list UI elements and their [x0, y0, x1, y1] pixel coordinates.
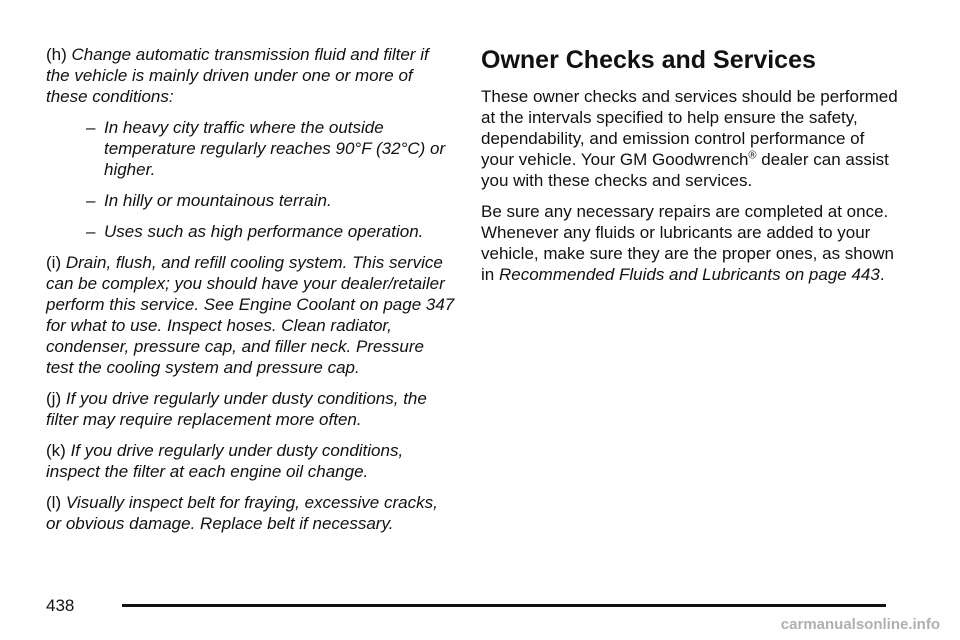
- item-h: [46, 44, 456, 107]
- watermark: carmanualsonline.info: [780, 616, 940, 633]
- condition-text: Uses such as high performance operation.: [104, 222, 424, 241]
- item-j: [46, 388, 456, 430]
- item-l-label: (l): [46, 493, 62, 512]
- condition-text: In hilly or mountainous terrain.: [104, 191, 332, 210]
- item-i-text: Drain, flush, and refill cooling system. This service can be complex; you should have your dealer/retailer perform this service. See Engine Coolant on page 347 for what to use. Inspect hoses. Clean radiator, condenser, pressure cap, and filler neck. Pressure test the cooling system and pressure cap.: [46, 253, 455, 377]
- left-column: [46, 44, 456, 544]
- cross-reference-link[interactable]: Recommended Fluids and Lubricants on page 443: [498, 265, 880, 284]
- owner-checks-paragraph: [481, 86, 901, 191]
- condition-text: In heavy city traffic where the outside temperature regularly reaches 90°F (32°C) or higher.: [104, 118, 446, 179]
- item-j-label: (j): [46, 389, 62, 408]
- dash-bullet: –: [86, 191, 96, 210]
- registered-mark: ®: [748, 149, 757, 162]
- repairs-paragraph: [481, 201, 901, 285]
- paragraph-text: .: [879, 265, 885, 284]
- page-number: 438: [46, 596, 75, 615]
- condition-item: [86, 190, 456, 211]
- condition-item: [86, 221, 456, 242]
- dash-bullet: –: [86, 118, 96, 137]
- item-l: [46, 492, 456, 534]
- dash-bullet: –: [86, 222, 96, 241]
- item-l-text: Visually inspect belt for fraying, excessive cracks, or obvious damage. Replace belt if necessary.: [46, 493, 438, 533]
- item-i-label: (i): [46, 253, 62, 272]
- paragraph-text: These owner checks and services should be performed at the intervals specified to help ensure the safety, dependability, and emission control performance of your vehicle. Your GM Goodwrench: [481, 87, 898, 169]
- item-h-text: Change automatic transmission fluid and filter if the vehicle is mainly driven under one or more of these conditions:: [46, 45, 429, 106]
- item-h-label: (h): [46, 45, 67, 64]
- paragraph-text: Be sure any necessary repairs are completed at once. Whenever any fluids or lubricants are added to your vehicle, make sure they are the proper ones, as shown in: [481, 202, 894, 284]
- item-i: [46, 252, 456, 378]
- right-column: [481, 46, 901, 295]
- footer-rule: [122, 604, 886, 607]
- condition-item: [86, 117, 456, 180]
- item-k-text: If you drive regularly under dusty conditions, inspect the filter at each engine oil change.: [46, 441, 404, 481]
- section-heading: Owner Checks and Services: [481, 46, 816, 74]
- item-j-text: If you drive regularly under dusty conditions, the filter may require replacement more often.: [46, 389, 427, 429]
- item-k: [46, 440, 456, 482]
- item-k-label: (k): [46, 441, 66, 460]
- paragraph-text: dealer can assist you with these checks and services.: [481, 150, 889, 190]
